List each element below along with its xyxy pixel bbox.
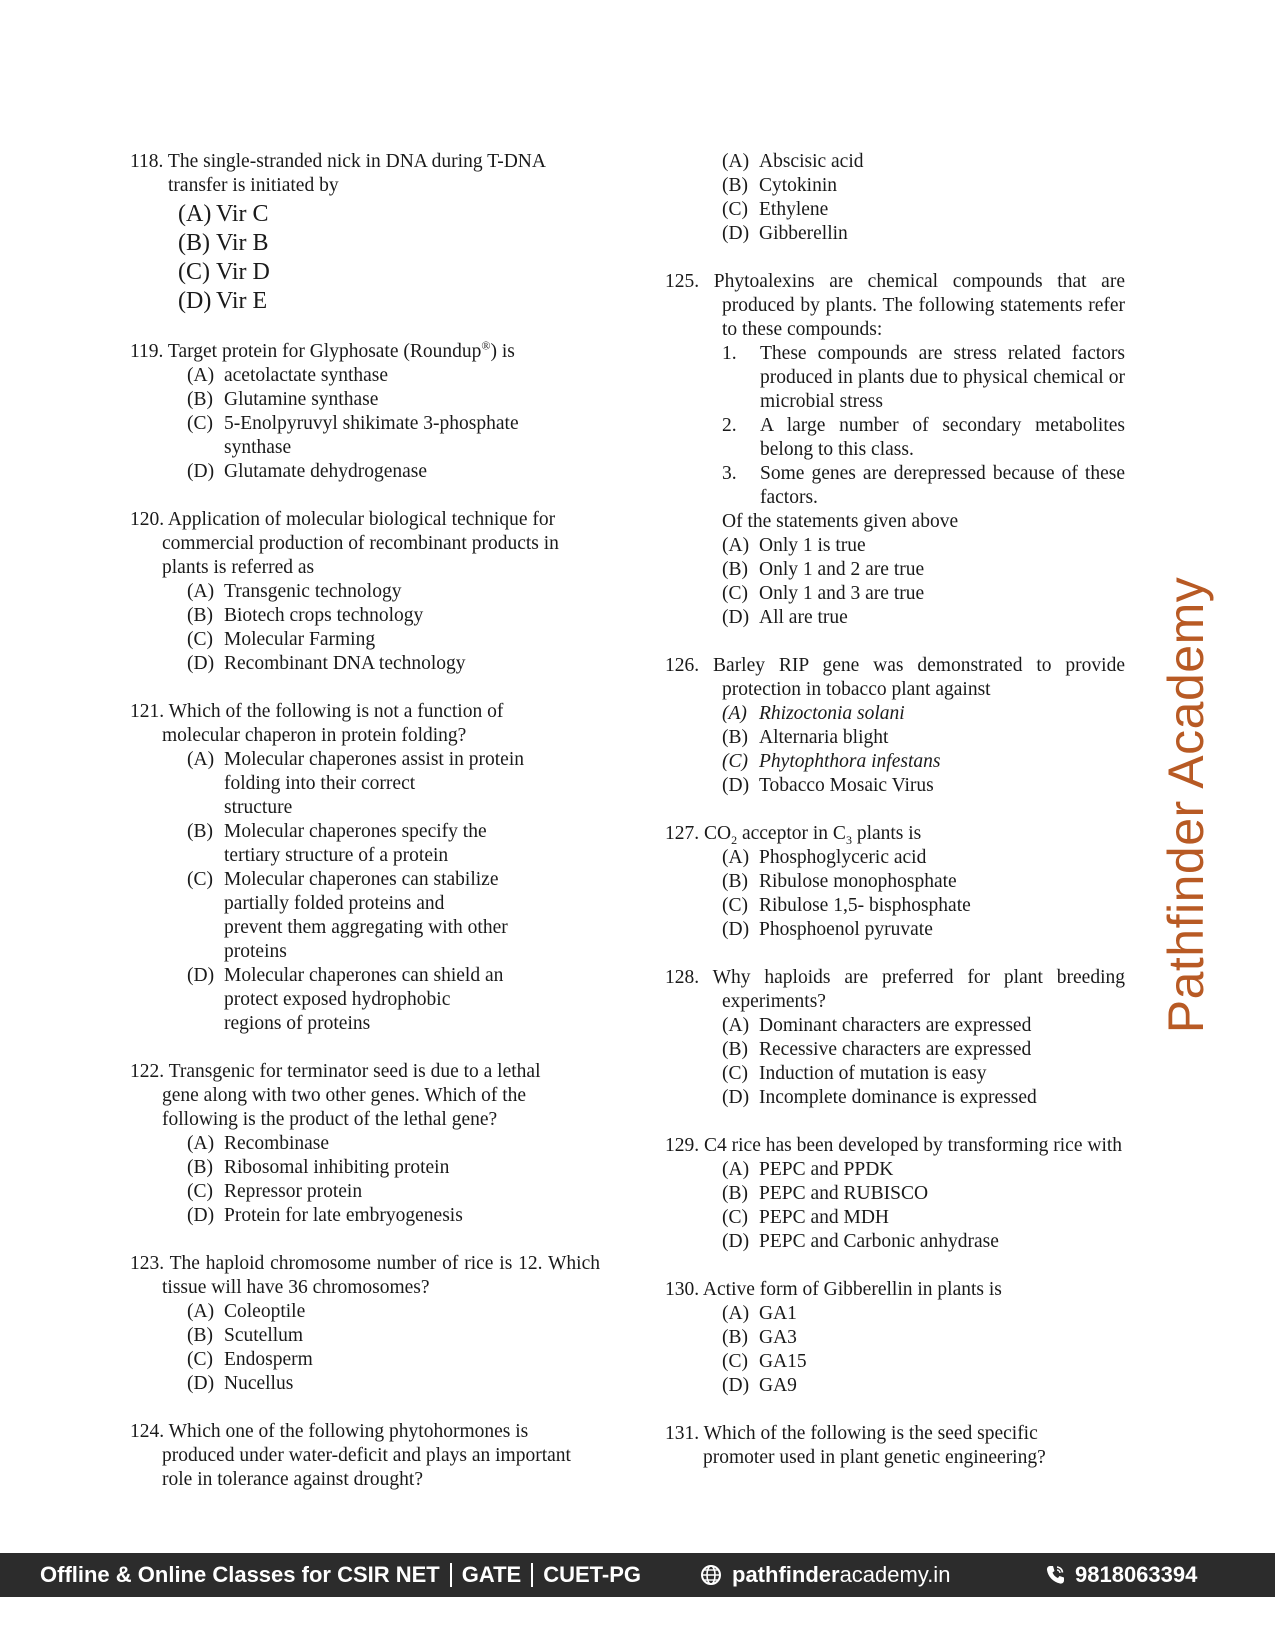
option-b: (B) Recessive characters are expressed xyxy=(722,1039,1032,1060)
divider xyxy=(531,1563,533,1587)
option-d: (D) All are true xyxy=(722,607,848,628)
statement-1: 1. These compounds are stress related factors produced in plants due to physical chemical or microbial stress xyxy=(722,343,1125,412)
question-text: 124. Which one of the following phytohormones is produced under water-deficit and plays an important role in tolerance against drought? xyxy=(130,1421,571,1490)
option-c: (C) Molecular Farming xyxy=(187,629,376,650)
website-domain-bold: pathfinder xyxy=(732,1562,840,1587)
option-c: (C) Phytophthora infestans xyxy=(722,751,941,772)
option-b: (B) Vir B xyxy=(178,230,269,256)
option-c: (C) Induction of mutation is easy xyxy=(722,1063,987,1084)
options xyxy=(178,200,565,316)
question-text: 126. Barley RIP gene was demonstrated to provide protection in tobacco plant against xyxy=(665,655,1125,700)
option-b: (B) Glutamine synthase xyxy=(187,389,379,410)
option-d: (D) Glutamate dehydrogenase xyxy=(187,461,428,482)
statements xyxy=(722,342,1125,510)
option-a: (A) Only 1 is true xyxy=(722,535,866,556)
option-c: (C) Ribulose 1,5- bisphosphate xyxy=(722,895,971,916)
footer-bar xyxy=(0,1553,1275,1597)
option-b: (B) Alternaria blight xyxy=(722,727,889,748)
left-column xyxy=(130,150,600,1516)
option-b: (B) Ribulose monophosphate xyxy=(722,871,957,892)
question-120 xyxy=(130,508,600,676)
footer-courses xyxy=(40,1563,641,1587)
option-a: (A) Rhizoctonia solani xyxy=(722,703,905,724)
option-a: (A) Recombinase xyxy=(187,1133,330,1154)
option-d: (D) Tobacco Mosaic Virus xyxy=(722,775,934,796)
question-text: 131. Which of the following is the seed specific promoter used in plant genetic engineering? xyxy=(665,1423,1046,1468)
question-121 xyxy=(130,700,600,1036)
statement-2: 2. A large number of secondary metabolites belong to this class. xyxy=(722,415,1125,460)
footer-cuet-text: CUET-PG xyxy=(543,1562,642,1587)
statement-3: 3. Some genes are derepressed because of these factors. xyxy=(722,463,1125,508)
divider xyxy=(450,1563,452,1587)
question-125 xyxy=(665,270,1125,630)
option-d: (D) Nucellus xyxy=(187,1373,294,1394)
brand-watermark: Pathfinder Academy xyxy=(1158,576,1214,1034)
option-d: (D) GA9 xyxy=(722,1375,797,1396)
option-d: (D) Gibberellin xyxy=(722,223,848,244)
option-c: (C) Molecular chaperones can stabilize partially folded proteins and prevent them aggregating with other proteins xyxy=(187,869,508,962)
options xyxy=(187,364,537,484)
question-124-options xyxy=(665,150,1125,246)
option-b: (B) Scutellum xyxy=(187,1325,304,1346)
question-text: 123. The haploid chromosome number of rice is 12. Which tissue will have 36 chromosomes? xyxy=(130,1253,600,1298)
question-text: 118. The single-stranded nick in DNA during T-DNA transfer is initiated by xyxy=(130,151,545,196)
registered-mark: ® xyxy=(481,338,491,353)
option-d: (D) Incomplete dominance is expressed xyxy=(722,1087,1037,1108)
footer-gate-text: GATE xyxy=(461,1562,522,1587)
options xyxy=(722,1158,1125,1254)
option-c: (C) Vir D xyxy=(178,259,270,285)
options xyxy=(722,1014,1125,1110)
question-text: 119. Target protein for Glyphosate (Roundup®) is xyxy=(130,338,515,362)
options xyxy=(722,702,1125,798)
option-b: (B) Biotech crops technology xyxy=(187,605,424,626)
footer-offline-text: Offline & Online Classes for CSIR NET xyxy=(40,1562,440,1587)
question-text: 130. Active form of Gibberellin in plants is xyxy=(665,1279,1002,1300)
question-text: 121. Which of the following is not a function of molecular chaperon in protein folding? xyxy=(130,701,504,746)
option-b: (B) Only 1 and 2 are true xyxy=(722,559,925,580)
option-c: (C) Only 1 and 3 are true xyxy=(722,583,925,604)
options xyxy=(187,1300,600,1396)
option-a: (A) Phosphoglyceric acid xyxy=(722,847,927,868)
option-a: (A) Vir C xyxy=(178,201,269,227)
question-text: 122. Transgenic for terminator seed is due to a lethal gene along with two other genes. Which of the following is the product of the lethal gene? xyxy=(130,1061,541,1130)
question-text: 125. Phytoalexins are chemical compounds that are produced by plants. The following statements refer to these compounds: xyxy=(665,271,1125,340)
question-119 xyxy=(130,340,600,484)
options xyxy=(187,580,600,676)
globe-icon xyxy=(700,1564,722,1586)
option-d: (D) Vir E xyxy=(178,288,268,314)
question-118 xyxy=(130,150,565,316)
question-text: 120. Application of molecular biological technique for commercial production of recombinant products in plants is referred as xyxy=(130,509,559,578)
option-a: (A) Molecular chaperones assist in protein folding into their correct structure xyxy=(187,749,524,818)
options xyxy=(722,846,1125,942)
question-124 xyxy=(130,1420,600,1492)
option-c: (C) Repressor protein xyxy=(187,1181,363,1202)
question-text: 128. Why haploids are preferred for plant breeding experiments? xyxy=(665,967,1125,1012)
question-123 xyxy=(130,1252,600,1396)
option-a: (A) Abscisic acid xyxy=(722,151,864,172)
footer-phone[interactable] xyxy=(1045,1563,1197,1587)
option-c: (C) PEPC and MDH xyxy=(722,1207,890,1228)
option-a: (A) Coleoptile xyxy=(187,1301,306,1322)
option-b: (B) PEPC and RUBISCO xyxy=(722,1183,929,1204)
question-131 xyxy=(665,1422,1125,1470)
statement-lead: Of the statements given above xyxy=(722,511,959,532)
option-c: (C) Ethylene xyxy=(722,199,829,220)
option-c: (C) Endosperm xyxy=(187,1349,313,1370)
option-b: (B) Cytokinin xyxy=(722,175,838,196)
option-a: (A) GA1 xyxy=(722,1303,797,1324)
option-d: (D) Molecular chaperones can shield an protect exposed hydrophobic regions of proteins xyxy=(187,965,504,1034)
option-a: (A) Transgenic technology xyxy=(187,581,402,602)
question-122 xyxy=(130,1060,600,1228)
option-b: (B) GA3 xyxy=(722,1327,797,1348)
option-d: (D) PEPC and Carbonic anhydrase xyxy=(722,1231,999,1252)
option-a: (A) Dominant characters are expressed xyxy=(722,1015,1032,1036)
phone-number: 9818063394 xyxy=(1075,1562,1198,1587)
option-b: (B) Molecular chaperones specify the tertiary structure of a protein xyxy=(187,821,487,866)
phone-icon xyxy=(1045,1564,1065,1586)
question-129 xyxy=(665,1134,1125,1254)
options xyxy=(187,748,547,1036)
option-c: (C) 5-Enolpyruvyl shikimate 3-phosphate synthase xyxy=(187,413,519,458)
website-domain-light: academy.in xyxy=(839,1562,951,1587)
question-text: 129. C4 rice has been developed by transforming rice with xyxy=(665,1135,1123,1156)
options xyxy=(187,1132,600,1228)
option-b: (B) Ribosomal inhibiting protein xyxy=(187,1157,450,1178)
option-d: (D) Protein for late embryogenesis xyxy=(187,1205,463,1226)
footer-website-link[interactable] xyxy=(700,1563,950,1587)
option-c: (C) GA15 xyxy=(722,1351,807,1372)
options xyxy=(722,1302,1125,1398)
question-126 xyxy=(665,654,1125,798)
option-d: (D) Recombinant DNA technology xyxy=(187,653,466,674)
question-130 xyxy=(665,1278,1125,1398)
options xyxy=(722,150,1125,246)
question-text: 127. $CO_2$ acceptor in $C_3$ plants is xyxy=(665,823,922,847)
option-a: (A) PEPC and PPDK xyxy=(722,1159,894,1180)
question-127 xyxy=(665,822,1125,942)
option-d: (D) Phosphoenol pyruvate xyxy=(722,919,933,940)
option-a: (A) acetolactate synthase xyxy=(187,365,389,386)
options xyxy=(722,534,1125,630)
question-128 xyxy=(665,966,1125,1110)
right-column xyxy=(665,150,1125,1494)
